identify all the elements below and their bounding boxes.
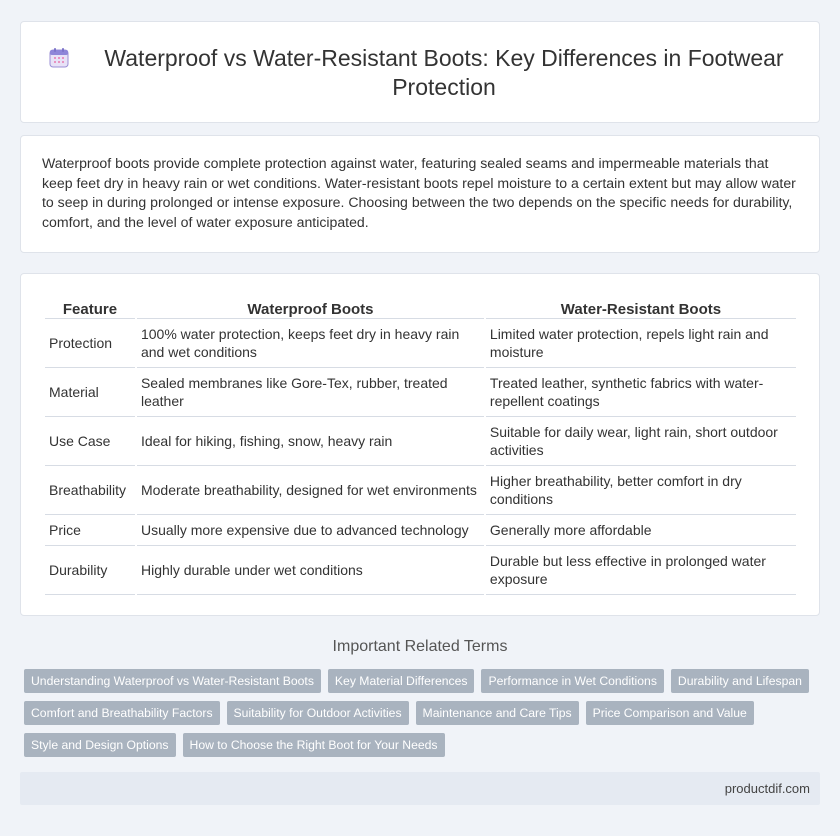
row-feature: Breathability: [45, 466, 135, 515]
row-waterproof: Sealed membranes like Gore-Tex, rubber, treated leather: [137, 368, 484, 417]
row-waterproof: Ideal for hiking, fishing, snow, heavy rain: [137, 417, 484, 466]
table-row: [45, 417, 796, 466]
related-term-tag[interactable]: Understanding Waterproof vs Water-Resistant Boots: [24, 669, 321, 693]
footer-site-link[interactable]: productdif.com: [724, 781, 810, 796]
row-waterproof: Usually more expensive due to advanced technology: [137, 515, 484, 546]
comparison-table-card: [20, 273, 820, 616]
related-term-tag[interactable]: Price Comparison and Value: [586, 701, 754, 725]
related-term-tag[interactable]: Suitability for Outdoor Activities: [227, 701, 409, 725]
summary-card: [20, 135, 820, 253]
related-term-tag[interactable]: Performance in Wet Conditions: [481, 669, 663, 693]
comparison-table: [43, 296, 798, 595]
table-row: [45, 515, 796, 546]
row-waterproof: Highly durable under wet conditions: [137, 546, 484, 595]
related-terms-list: [24, 669, 824, 765]
related-term-tag[interactable]: How to Choose the Right Boot for Your Needs: [183, 733, 445, 757]
row-water-resistant: Suitable for daily wear, light rain, short outdoor activities: [486, 417, 796, 466]
footer: [20, 772, 820, 805]
related-terms-title: Important Related Terms: [332, 638, 508, 655]
related-term-tag[interactable]: Style and Design Options: [24, 733, 176, 757]
row-waterproof: Moderate breathability, designed for wet environments: [137, 466, 484, 515]
related-term-tag[interactable]: Key Material Differences: [328, 669, 475, 693]
related-term-tag[interactable]: Durability and Lifespan: [671, 669, 809, 693]
row-water-resistant: Durable but less effective in prolonged water exposure: [486, 546, 796, 595]
header-water-resistant: Water-Resistant Boots: [486, 296, 796, 319]
title-card: [20, 21, 820, 123]
related-term-tag[interactable]: Comfort and Breathability Factors: [24, 701, 220, 725]
table-row: [45, 546, 796, 595]
table-row: [45, 368, 796, 417]
page-title: Waterproof vs Water-Resistant Boots: Key Differences in Footwear Protection: [104, 45, 784, 100]
row-waterproof: 100% water protection, keeps feet dry in heavy rain and wet conditions: [137, 319, 484, 368]
summary-text: Waterproof boots provide complete protection against water, featuring sealed seams and impermeable materials that keep feet dry in heavy rain or wet conditions. Water-resistant boots repel moisture to a certain extent but may allow water to seep in during prolonged or intense exposure. Choosing between the two depends on the specific needs for durability, comfort, and the level of water exposure anticipated.: [42, 155, 796, 230]
row-feature: Price: [45, 515, 135, 546]
row-water-resistant: Limited water protection, repels light rain and moisture: [486, 319, 796, 368]
table-row: [45, 319, 796, 368]
header-feature: Feature: [45, 296, 135, 319]
table-row: [45, 466, 796, 515]
row-feature: Durability: [45, 546, 135, 595]
row-feature: Protection: [45, 319, 135, 368]
header-waterproof: Waterproof Boots: [137, 296, 484, 319]
row-feature: Use Case: [45, 417, 135, 466]
row-water-resistant: Treated leather, synthetic fabrics with water-repellent coatings: [486, 368, 796, 417]
related-term-tag[interactable]: Maintenance and Care Tips: [416, 701, 579, 725]
row-feature: Material: [45, 368, 135, 417]
row-water-resistant: Higher breathability, better comfort in dry conditions: [486, 466, 796, 515]
row-water-resistant: Generally more affordable: [486, 515, 796, 546]
